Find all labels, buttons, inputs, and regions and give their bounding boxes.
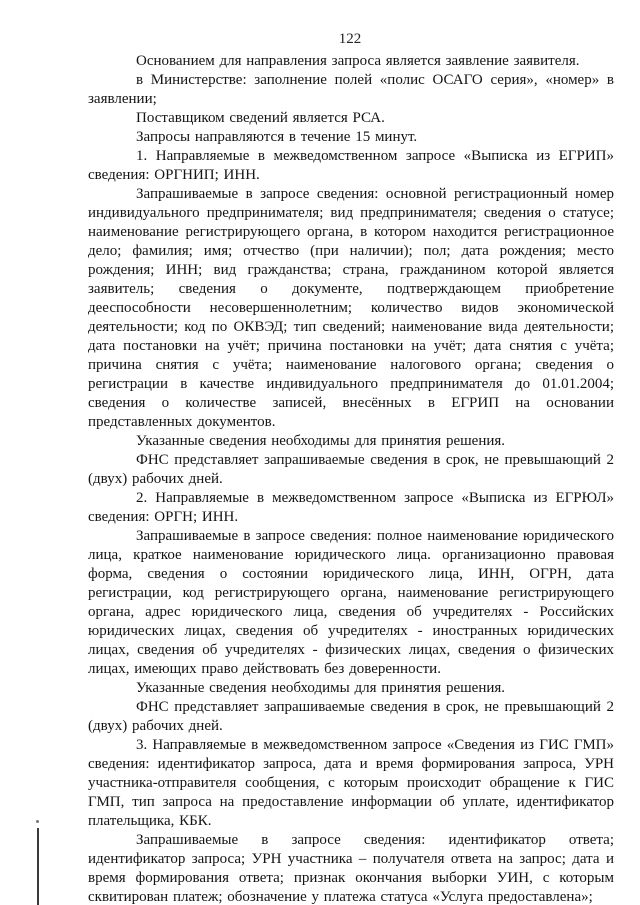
paragraph-item-1-term: ФНС представляет запрашиваемые сведения в срок, не превышающий 2 (двух) рабочих дней. xyxy=(88,452,614,487)
paragraph-ministry: в Министерстве: заполнение полей «полис ОСАГО серия», «номер» в заявлении; xyxy=(88,72,614,107)
paragraph-item-1-necessity: Указанные сведения необходимы для принятия решения. xyxy=(136,433,506,449)
paragraph-intro: Основанием для направления запроса является заявление заявителя. xyxy=(136,53,580,69)
page-number: 122 xyxy=(338,31,362,47)
paragraph-item-2-term: ФНС представляет запрашиваемые сведения в срок, не превышающий 2 (двух) рабочих дней. xyxy=(88,699,614,734)
document-body xyxy=(88,52,614,905)
paragraph-item-2: 2. Направляемые в межведомственном запросе «Выписка из ЕГРЮЛ» сведения: ОРГН; ИНН. xyxy=(88,490,614,525)
paragraph-provider: Поставщиком сведений является РСА. xyxy=(136,110,385,126)
paragraph-item-2-details: Запрашиваемые в запросе сведения: полное наименование юридического лица, краткое наименование юридического лица. организационно правовая форма, сведения о состоянии юридического лица, ИНН, ОГРН, дата регистрации, код регистрирующего органа, наименование регистрирующего органа, адрес юридического лица, сведения об учредителях - Российских юридических лицах, сведения об учредителях - иностранных юридических лицах, сведения об учредителях - физических лицах, сведения о физических лицах, имеющих право действовать без доверенности. xyxy=(88,528,614,677)
scan-artifact-speck xyxy=(36,820,39,823)
paragraph-item-3: 3. Направляемые в межведомственном запросе «Сведения из ГИС ГМП» сведения: идентификатор запроса, дата и время формирования запроса, УРН участника-отправителя сообщения, с которым происходит обращение к ГИС ГМП, тип запроса на предоставление информации об уплате, идентификатор плательщика, КБК. xyxy=(88,737,614,829)
paragraph-timing: Запросы направляются в течение 15 минут. xyxy=(136,129,418,145)
scan-artifact-line xyxy=(37,828,39,905)
paragraph-item-1: 1. Направляемые в межведомственном запросе «Выписка из ЕГРИП» сведения: ОРГНИП; ИНН. xyxy=(88,148,614,183)
paragraph-item-2-necessity: Указанные сведения необходимы для принятия решения. xyxy=(136,680,506,696)
paragraph-item-3-details: Запрашиваемые в запросе сведения: идентификатор ответа; идентификатор запроса; УРН участника – получателя ответа на запрос; дата и время формирования ответа; признак окончания выборки УИН, с которым сквитирован платеж; обозначение у платежа статуса «Услуга предоставлена»; xyxy=(88,832,614,905)
paragraph-item-1-details: Запрашиваемые в запросе сведения: основной регистрационный номер индивидуального предпринимателя; вид предпринимателя; сведения о статусе; наименование регистрирующего органа, в котором находится регистрационное дело; фамилия; имя; отчество (при наличии); пол; дата рождения; место рождения; ИНН; вид гражданства; страна, гражданином которой является заявитель; сведения о документе, подтверждающем приобретение дееспособности несовершеннолетним; количество видов экономической деятельности; код по ОКВЭД; тип сведений; наименование вида деятельности; дата постановки на учёт; причина постановки на учёт; дата снятия с учёта; причина снятия с учёта; наименование налогового органа; сведения о регистрации в качестве индивидуального предпринимателя до 01.01.2004; сведения о количестве записей, внесённых в ЕГРИП на основании представленных документов. xyxy=(88,186,614,430)
